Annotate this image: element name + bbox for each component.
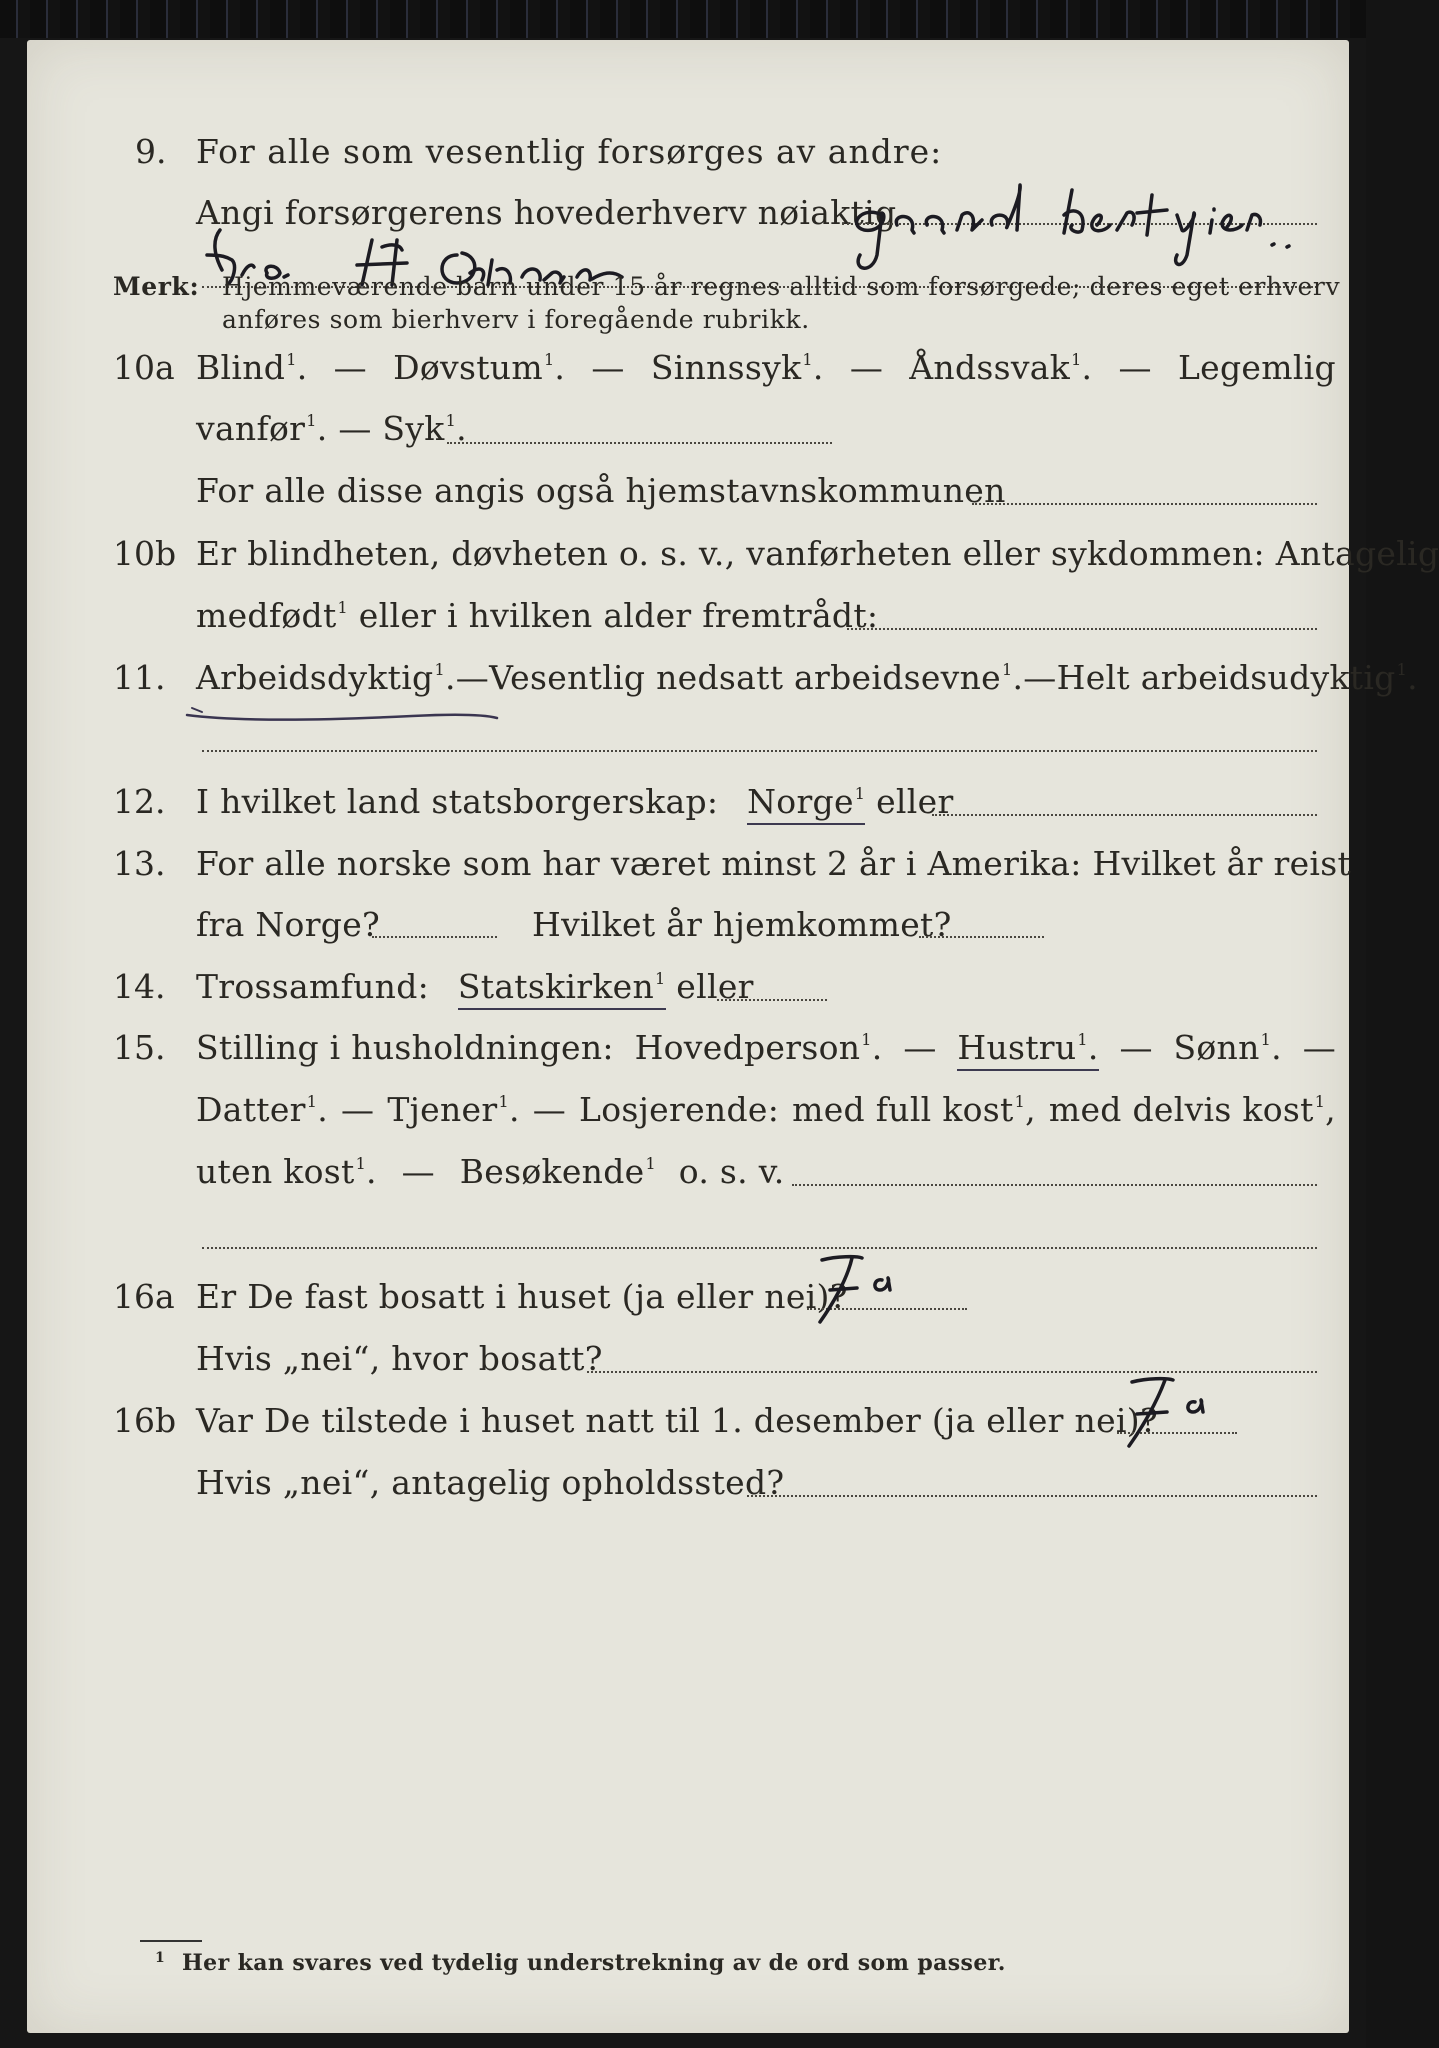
option-full-kost[interactable]: med full kost$^1$, [792,1090,1036,1129]
dash: — [1118,348,1152,387]
q11-number: 11. [113,658,166,697]
dash: — [591,348,625,387]
q16a-number: 16a [113,1277,175,1316]
q13-line2b: Hvilket år hjemkommet? [532,905,952,944]
merk-line1: Hjemmeværende barn under 15 år regnes alltid som forsørgede; deres eget erhverv [222,272,1341,301]
q9-line2: Angi forsørgerens hovederhverv nøiaktig [196,193,897,232]
q15-number: 15. [113,1028,166,1067]
q15-osv: o. s. v. [678,1152,785,1191]
dash: — [1302,1028,1336,1067]
q12-eller: eller [876,782,954,821]
q15-line3 [196,1152,785,1191]
dash: — [338,409,372,448]
q11-line [196,658,1418,697]
dash: — [1023,658,1057,697]
census-form-page [27,40,1439,2033]
dash: — [903,1028,937,1067]
scan-top-edge [0,0,1366,38]
merk-label: Merk: [113,272,200,301]
q12-number: 12. [113,782,166,821]
option-statskirken[interactable]: Statskirken$^1$ [458,967,666,1010]
hjemstavnskommune-field[interactable] [972,503,1317,505]
footnote-rule [140,1940,202,1942]
q9-line1: For alle som vesentlig forsørges av andre: [196,132,943,171]
q12-line [196,782,954,821]
year-left-field[interactable] [372,936,497,938]
q13-line2a: fra Norge? [196,905,381,944]
q16a-line2: Hvis „nei“, hvor bosatt? [196,1339,603,1378]
option-vanfor[interactable]: vanfør$^1$. [196,409,328,448]
q14-text: Trossamfund: [196,967,430,1006]
q14-other-field[interactable] [717,999,827,1001]
opholdssted-field[interactable] [747,1495,1317,1497]
q16b-handwritten-ja [1107,1370,1257,1450]
dash: — [401,1152,435,1191]
option-hovedperson[interactable]: Hovedperson$^1$. [634,1028,883,1067]
dash: — [532,1090,567,1129]
q11-extra-line[interactable] [202,750,1317,752]
q13-number: 13. [113,844,166,883]
option-arbeidsdyktig[interactable]: Arbeidsdyktig$^1$. [196,658,456,697]
option-andssvak[interactable]: Åndssvak$^1$. [909,348,1093,387]
option-medfodt[interactable]: medfødt$^1$ [196,596,348,635]
q15-losjerende: Losjerende: [579,1090,780,1129]
option-legemlig[interactable]: Legemlig [1177,348,1336,387]
dash: — [1119,1028,1153,1067]
option-helt-udyktig[interactable]: Helt arbeidsudyktig$^1$. [1056,658,1418,697]
q15-line1 [196,1028,1336,1071]
q10a-line3: For alle disse angis også hjemstavnskommunen [196,471,1006,510]
q10a-number: 10a [113,348,175,387]
q14-eller: eller [676,967,754,1006]
q12-other-country-field[interactable] [932,814,1317,816]
q15-line2 [196,1090,1336,1129]
q16b-line2: Hvis „nei“, antagelig opholdssted? [196,1463,785,1502]
q10b-line2 [196,596,878,635]
merk-line2: anføres som bierhverv i foregående rubrikk. [222,305,810,334]
q15-extra-line[interactable] [202,1247,1317,1249]
q10b-line1: Er blindheten, døvheten o. s. v., vanførheten eller sykdommen: Antagelig [196,534,1439,573]
dash: — [333,348,367,387]
q10a-answer-line[interactable] [447,442,832,444]
option-delvis-kost[interactable]: med delvis kost$^1$, [1048,1090,1336,1129]
q10a-line1 [196,348,1336,387]
q12-text: I hvilket land statsborgerskap: [196,782,719,821]
arbeidsdyktig-underline-mark [182,700,502,730]
q10b-line2-rest: eller i hvilken alder fremtrådt: [358,596,879,635]
option-uten-kost[interactable]: uten kost$^1$. [196,1152,377,1191]
dash: — [455,658,490,697]
q10b-number: 10b [113,534,177,573]
q16a-line1: Er De fast bosatt i huset (ja eller nei)? [196,1277,848,1316]
year-returned-field[interactable] [919,936,1044,938]
q13-line1: For alle norske som har været minst 2 år i Amerika: Hvilket år reist [196,844,1352,883]
q14-number: 14. [113,967,166,1006]
option-norge[interactable]: Norge$^1$ [747,782,865,825]
option-tjener[interactable]: Tjener$^1$. [387,1090,520,1129]
option-datter[interactable]: Datter$^1$. [196,1090,329,1129]
footnote-text: Her kan svares ved tydelig understrekning av de ord som passer. [182,1950,1006,1976]
dash: — [849,348,884,387]
option-sonn[interactable]: Sønn$^1$. [1173,1028,1282,1067]
q15-other-field[interactable] [792,1184,1317,1186]
q10a-line2 [196,409,467,448]
q10b-answer-field[interactable] [847,628,1317,630]
footnote-mark: 1 [155,1950,166,1966]
q14-line [196,967,754,1006]
option-hustru[interactable]: Hustru$^1$. [957,1028,1098,1071]
option-dovstum[interactable]: Døvstum$^1$. [393,348,566,387]
q16a-handwritten-ja [802,1250,952,1330]
q9-number: 9. [135,132,167,171]
option-blind[interactable]: Blind$^1$. [196,348,308,387]
q16b-number: 16b [113,1401,177,1440]
q16b-line1: Var De tilstede i huset natt til 1. desember (ja eller nei)? [196,1401,1158,1440]
option-besokende[interactable]: Besøkende$^1$ [459,1152,656,1191]
q15-text: Stilling i husholdningen: [196,1028,614,1067]
option-sinnssyk[interactable]: Sinnssyk$^1$. [650,348,824,387]
option-syk[interactable]: Syk$^1$. [382,409,467,448]
dash: — [341,1090,375,1129]
option-vesentlig-nedsatt[interactable]: Vesentlig nedsatt arbeidsevne$^1$. [489,658,1024,697]
